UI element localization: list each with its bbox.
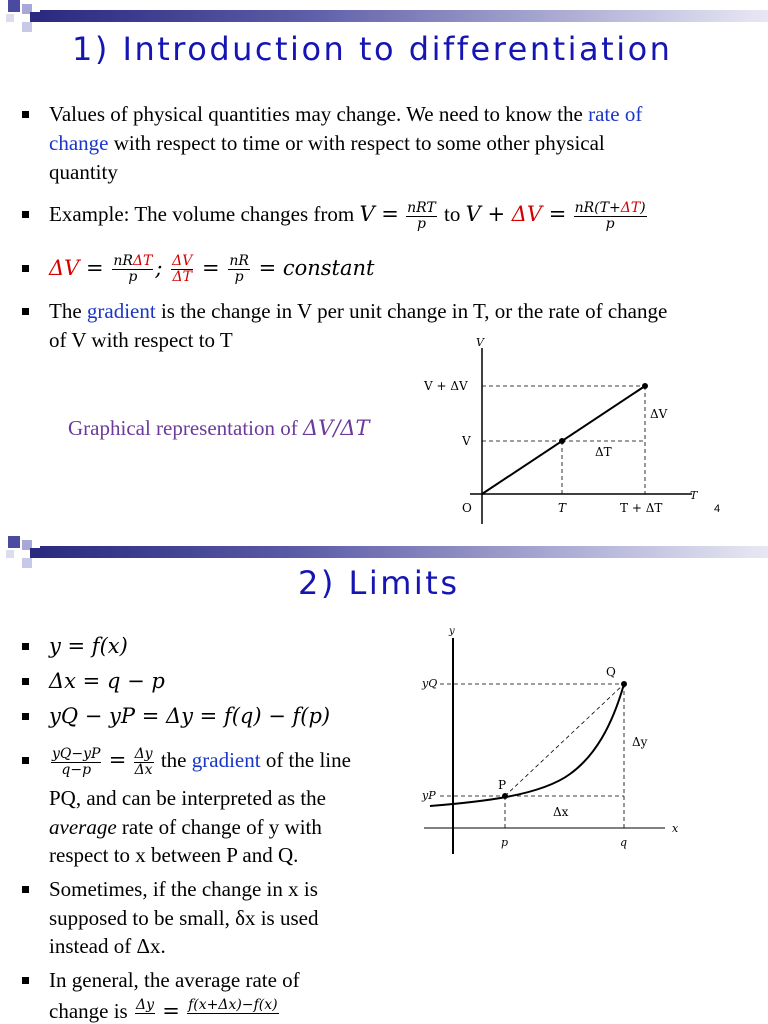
- yq-label: yQ: [422, 677, 438, 690]
- delta-v-equation: ΔV = $\frac{\text{nRΔT}}{p}$ ; $\frac{\Delta V}{\Delta T}$ = $\frac{nR}{p}$ = constant: [49, 253, 375, 285]
- bullet-text: change with respect to time or with respect to some other physical: [49, 131, 605, 155]
- bullet-marker: [22, 886, 29, 893]
- q-label: Q: [606, 665, 616, 679]
- tick-label: T + ΔT: [620, 501, 663, 515]
- point-q: [621, 681, 627, 687]
- bullet-text: quantity: [49, 160, 118, 184]
- bullet-marker: [22, 643, 29, 650]
- curve-graph: [410, 626, 700, 866]
- slide-title: 2) Limits: [298, 564, 460, 602]
- axis-label: T: [690, 489, 698, 502]
- header-square: [30, 548, 40, 558]
- tick-label: p: [501, 836, 509, 849]
- header-bar: [40, 546, 768, 558]
- tick-label: T: [558, 501, 567, 515]
- axis-label: y: [449, 626, 455, 637]
- graph-point: [642, 383, 648, 389]
- header-square: [8, 536, 20, 548]
- delta-x-label: Δx: [553, 805, 569, 819]
- delta-x-definition: Δx = q − p: [49, 669, 165, 693]
- graph-point: [559, 438, 565, 444]
- header-square: [30, 12, 40, 22]
- page-number: 4: [714, 503, 721, 515]
- function-definition: y = f(x): [49, 634, 128, 658]
- gradient-link: gradient: [191, 748, 261, 772]
- bullet-text: PQ, and can be interpreted as the: [49, 786, 326, 810]
- header-square: [22, 558, 32, 568]
- function-curve: [430, 684, 624, 806]
- bullet-marker: [22, 678, 29, 685]
- delta-y-definition: yQ − yP = Δy = f(q) − f(p): [49, 704, 331, 728]
- bullet-text: change is Δy = f(x+Δx)−f(x): [49, 996, 278, 1023]
- axis-label: V: [476, 336, 484, 349]
- bullet-text: Values of physical quantities may change. We need to know the rate of: [49, 102, 643, 126]
- point-p: [502, 793, 508, 799]
- delta-t-label: ΔT: [595, 445, 612, 459]
- graph-caption: Graphical representation of ΔV/ΔT: [68, 416, 370, 440]
- axis-label: x: [672, 822, 679, 835]
- bullet-text: The gradient is the change in V per unit change in T, or the rate of change: [49, 299, 668, 323]
- axis-label: V + ΔV: [424, 379, 468, 393]
- bullet-text: supposed to be small, δx is used: [49, 906, 319, 930]
- bullet-marker: [22, 211, 29, 218]
- bullet-text: of V with respect to T: [49, 328, 233, 352]
- bullet-marker: [22, 265, 29, 272]
- slide-title: 1) Introduction to differentiation: [72, 30, 673, 68]
- yp-label: yP: [422, 789, 436, 802]
- bullet-marker: [22, 757, 29, 764]
- bullet-text: instead of Δx.: [49, 934, 166, 958]
- bullet-text: respect to x between P and Q.: [49, 843, 299, 867]
- bullet-text: In general, the average rate of: [49, 968, 300, 992]
- bullet-text: Sometimes, if the change in x is: [49, 877, 318, 901]
- axis-label: V: [462, 434, 471, 448]
- bullet-marker: [22, 111, 29, 118]
- tick-label: q: [620, 836, 628, 849]
- gradient-definition: $\frac{yQ-yP}{q-p}$ = $\frac{\Delta y}{\Delta x}$ the gradient of the line: [52, 745, 351, 778]
- slide-limits: [0, 536, 768, 1024]
- header-square: [22, 22, 32, 32]
- bullet-marker: [22, 308, 29, 315]
- bullet-marker: [22, 713, 29, 720]
- header-square: [6, 550, 14, 558]
- gradient-link: gradient: [86, 299, 156, 323]
- delta-y-label: Δy: [632, 735, 648, 749]
- bullet-marker: [22, 977, 29, 984]
- header-bar: [40, 10, 768, 22]
- delta-v-label: ΔV: [650, 407, 668, 421]
- header-square: [6, 14, 14, 22]
- secant-line: [505, 684, 624, 796]
- slide-separator: [0, 528, 768, 536]
- header-square: [8, 0, 20, 12]
- origin-label: O: [462, 501, 472, 515]
- bullet-text: average rate of change of y with: [49, 815, 322, 839]
- linear-graph: [410, 336, 710, 526]
- p-label: P: [498, 778, 507, 792]
- rate-of-change-link: rate of: [588, 102, 643, 126]
- example-equation: Example: The volume changes from V = $\frac{\text{nRT}}{p}$ to V + ΔV = $\frac{nR(T+\Delta T)}{p}$: [49, 199, 646, 232]
